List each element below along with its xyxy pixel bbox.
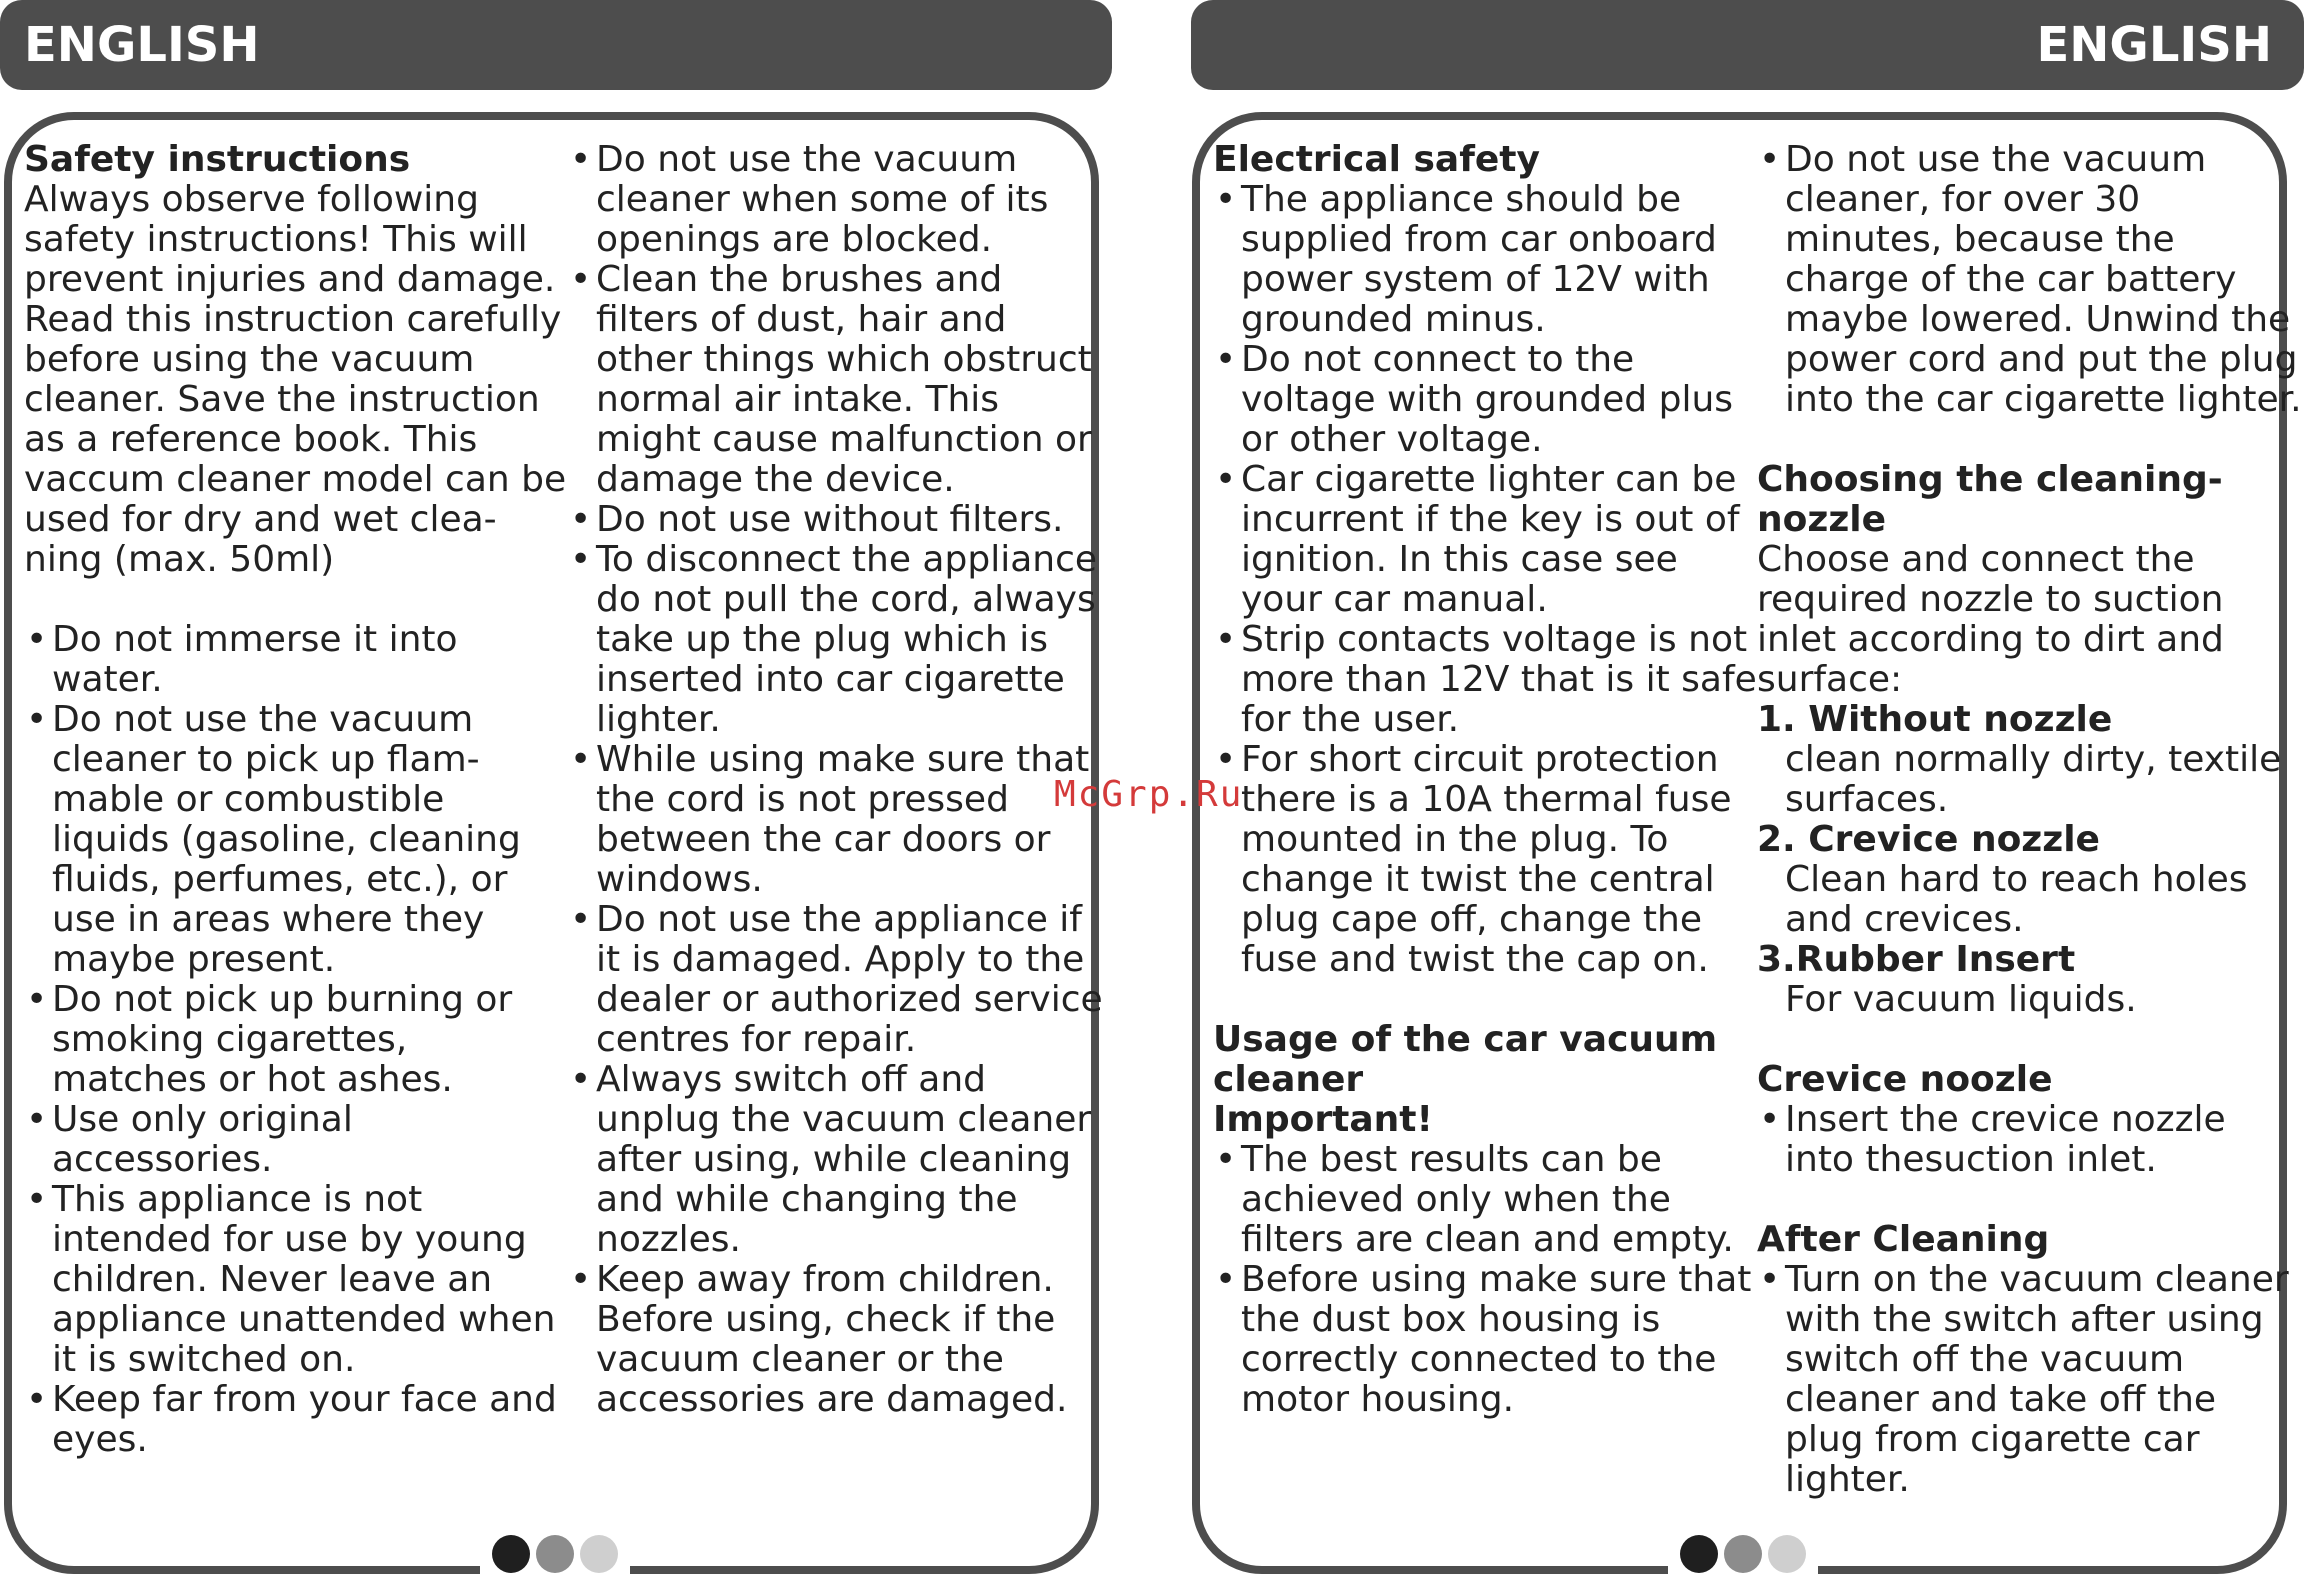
watermark: McGrp.Ru	[1054, 774, 1244, 815]
usage-title: Usage of the car vacuum cleaner	[1213, 1019, 1718, 1100]
column-usage	[1757, 140, 2302, 1500]
choosing-title: Choosing the cleaning-nozzle	[1757, 459, 2223, 540]
important-label: Important!	[1213, 1099, 1433, 1140]
list-item: • Turn on the vacuum cleaner with the switch after using switch off the vacuum cleaner and take off the plug from cigarette car lighter.	[1757, 1260, 2302, 1500]
dot-light	[580, 1535, 618, 1573]
list-item: • Do not use the vacuum cleaner to pick up flam-mable or combustible liquids (gasoline, cleaning fluids, perfumes, etc.), or use in areas where they maybe present.	[24, 700, 569, 980]
dot-dark	[492, 1535, 530, 1573]
list-item: • Before using make sure that the dust box housing is correctly connected to the motor housing.	[1213, 1260, 1758, 1420]
electrical-title: Electrical safety	[1213, 139, 1540, 180]
list-item: • Do not pick up burning or smoking cigarettes, matches or hot ashes.	[24, 980, 569, 1100]
safety-intro: Always observe following safety instructions! This will prevent injuries and damage. Read this instruction carefully before using the vacuum cleaner. Save the instruction as a reference book. This vaccum cleaner model can be used for dry and wet clea-ning (max. 50ml)	[24, 179, 567, 580]
dot-medium	[536, 1535, 574, 1573]
nozzle-2-text: Clean hard to reach holes and crevices.	[1785, 859, 2248, 940]
choosing-text: Choose and connect the required nozzle to suction inlet according to dirt and surface:	[1757, 539, 2224, 700]
column-safety	[24, 140, 569, 1460]
list-item: • Keep far from your face and eyes.	[24, 1380, 569, 1460]
safety-list	[24, 620, 569, 1460]
page-dots-left	[480, 1532, 630, 1576]
nozzle-1-text: clean normally dirty, textile surfaces.	[1785, 739, 2282, 820]
list-item: • While using make sure that the cord is not pressed between the car doors or windows.	[568, 740, 1113, 900]
list-item: • Do not use the appliance if it is damaged. Apply to the dealer or authorized service centres for repair.	[568, 900, 1113, 1060]
list-item: • Do not use the vacuum cleaner when some of its openings are blocked.	[568, 140, 1113, 260]
safety-list-2	[568, 140, 1113, 1420]
list-item: • Car cigarette lighter can be incurrent if the key is out of ignition. In this case see your car manual.	[1213, 460, 1758, 620]
usage-list-2	[1757, 140, 2302, 420]
list-item: • Insert the crevice nozzle into thesuction inlet.	[1757, 1100, 2302, 1180]
page-dots-right	[1668, 1532, 1818, 1576]
after-cleaning-title: After Cleaning	[1757, 1219, 2050, 1260]
list-item: • Do not connect to the voltage with grounded plus or other voltage.	[1213, 340, 1758, 460]
dot-light	[1768, 1535, 1806, 1573]
list-item: • The best results can be achieved only when the filters are clean and empty.	[1213, 1140, 1758, 1260]
nozzle-2-title: 2. Crevice nozzle	[1757, 819, 2100, 860]
nozzle-3-title: 3.Rubber Insert	[1757, 939, 2076, 980]
list-item: • Keep away from children. Before using, check if the vacuum cleaner or the accessories are damaged.	[568, 1260, 1113, 1420]
list-item: • To disconnect the appliance do not pull the cord, always take up the plug which is inserted into car cigarette lighter.	[568, 540, 1113, 740]
header-left: ENGLISH	[0, 0, 1112, 90]
list-item: • Clean the brushes and filters of dust, hair and other things which obstruct normal air intake. This might cause malfunction or damage the device.	[568, 260, 1113, 500]
electrical-list	[1213, 180, 1758, 980]
after-cleaning-list	[1757, 1260, 2302, 1500]
crevice-list	[1757, 1100, 2302, 1180]
dot-dark	[1680, 1535, 1718, 1573]
column-safety-continued	[568, 140, 1113, 1420]
list-item: • For short circuit protection there is a 10A thermal fuse mounted in the plug. To change it twist the central plug cape off, change the fuse and twist the cap on.	[1213, 740, 1758, 980]
dot-medium	[1724, 1535, 1762, 1573]
list-item: • Use only original accessories.	[24, 1100, 569, 1180]
list-item: • Always switch off and unplug the vacuum cleaner after using, while cleaning and while changing the nozzles.	[568, 1060, 1113, 1260]
crevice-title: Crevice noozle	[1757, 1059, 2053, 1100]
column-electrical	[1213, 140, 1758, 1420]
list-item: • Strip contacts voltage is not more than 12V that is it safe for the user.	[1213, 620, 1758, 740]
safety-title: Safety instructions	[24, 139, 411, 180]
nozzle-3-text: For vacuum liquids.	[1785, 979, 2137, 1020]
usage-list	[1213, 1140, 1758, 1420]
list-item: • Do not use the vacuum cleaner, for over 30 minutes, because the charge of the car battery maybe lowered. Unwind the power cord and put the plug into the car cigarette lighter.	[1757, 140, 2302, 420]
list-item: • Do not use without filters.	[568, 500, 1113, 540]
list-item: • Do not immerse it into water.	[24, 620, 569, 700]
header-right: ENGLISH	[1191, 0, 2304, 90]
nozzle-1-title: 1. Without nozzle	[1757, 699, 2113, 740]
list-item: • The appliance should be supplied from car onboard power system of 12V with grounded minus.	[1213, 180, 1758, 340]
list-item: • This appliance is not intended for use by young children. Never leave an appliance unattended when it is switched on.	[24, 1180, 569, 1380]
